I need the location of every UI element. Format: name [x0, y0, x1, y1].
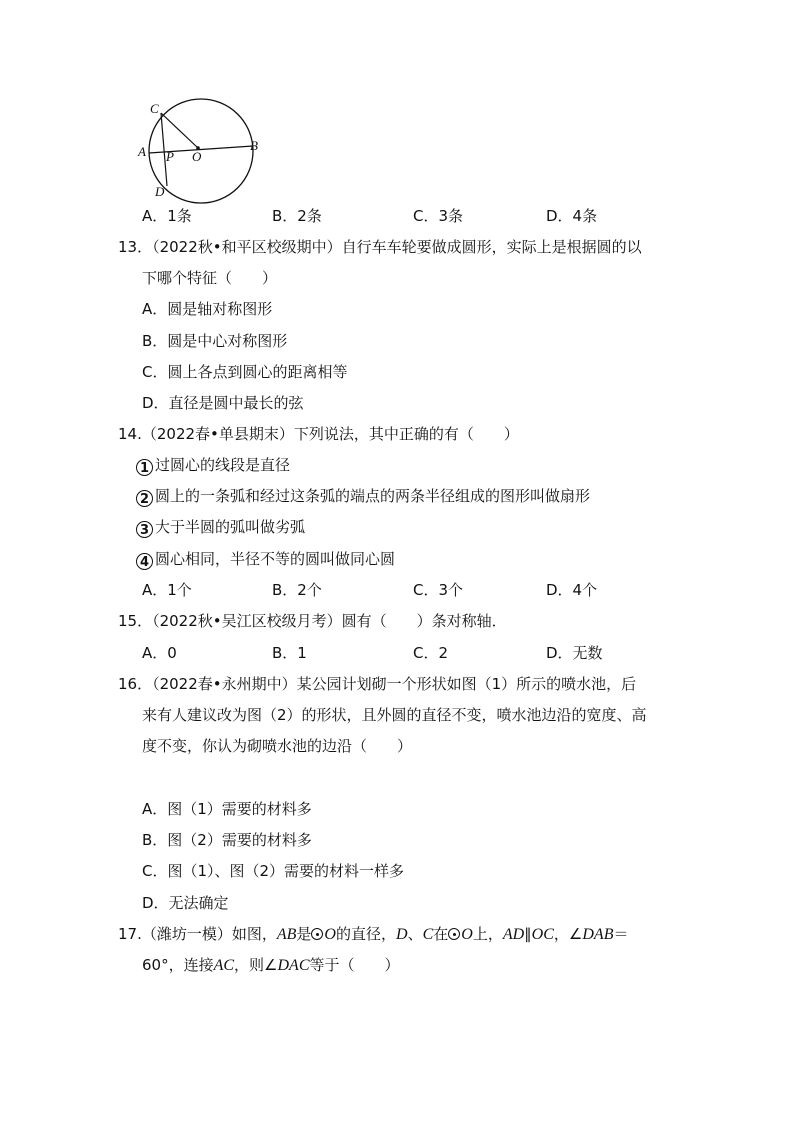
q15-option-d[interactable]: D．无数 [546, 644, 603, 662]
q17-var-AC: AC [213, 957, 235, 974]
q14-option-b[interactable]: B．2个 [272, 581, 322, 599]
q17-var-DAC: DAC [277, 957, 310, 974]
q13-option-d[interactable]: D．直径是圆中最长的弦 [142, 394, 304, 412]
q14-statement-1 [136, 455, 290, 476]
q14-statement-3-text: 大于半圆的弧叫做劣弧 [155, 518, 306, 536]
q17-text-5: ，∠ [553, 925, 583, 943]
circle-dot-icon [311, 928, 323, 940]
q15-option-b[interactable]: B．1 [272, 644, 307, 662]
q17-var-AD: AD [502, 926, 525, 943]
q17-var-DAB: DAB [582, 926, 614, 943]
q14-option-a[interactable]: A．1个 [142, 581, 192, 599]
q17-text-4: 上， [472, 925, 503, 943]
q16-stem-line1: 16．（2022春•永州期中）某公园计划砌一个形状如图（1）所示的喷水池，后 [118, 675, 637, 693]
circle-diagram [134, 96, 269, 206]
q17-sep: 、 [407, 925, 423, 943]
q12-option-b[interactable]: B．2条 [272, 207, 322, 225]
q12-option-a[interactable]: A．1条 [142, 207, 192, 225]
q16-option-a[interactable]: A．图（1）需要的材料多 [142, 800, 312, 818]
q15-stem: 15．（2022秋•吴江区校级月考）圆有（ ）条对称轴． [118, 612, 507, 630]
q17-var-O1: O [324, 926, 336, 943]
q14-statement-4-text: 圆心相同，半径不等的圆叫做同心圆 [155, 550, 396, 568]
label-A: A [138, 144, 146, 159]
q14-statement-2-text: 圆上的一条弧和经过这条弧的端点的两条半径组成的图形叫做扇形 [155, 487, 591, 505]
q16-option-c[interactable]: C．图（1）、图（2）需要的材料一样多 [142, 862, 405, 880]
label-C: C [150, 101, 159, 116]
q17-text-6: ＝ [613, 925, 629, 943]
q17-text-2: 的直径， [335, 925, 396, 943]
label-B: B [250, 138, 258, 153]
q14-stem: 14.（2022春•单县期末）下列说法，其中正确的有（ ） [118, 425, 519, 443]
q17-var-O2: O [461, 926, 473, 943]
q17-var-OC: OC [531, 926, 554, 943]
q12-option-c[interactable]: C．3条 [413, 207, 464, 225]
circled-number-1: 1 [136, 459, 153, 476]
q12-option-d[interactable]: D．4条 [546, 207, 598, 225]
q16-option-d[interactable]: D．无法确定 [142, 894, 229, 912]
q17-line2c: 等于（ ） [309, 956, 400, 974]
q17-line2b: ，则∠ [234, 956, 278, 974]
label-D: D [155, 184, 165, 199]
circle-figure [134, 96, 269, 206]
q16-option-b[interactable]: B．图（2）需要的材料多 [142, 831, 312, 849]
q16-stem-line2: 来有人建议改为图（2）的形状，且外圆的直径不变，喷水池边沿的宽度、高 [142, 706, 647, 724]
q17-stem-line2 [142, 955, 400, 976]
q14-option-d[interactable]: D．4个 [546, 581, 598, 599]
q15-option-c[interactable]: C．2 [413, 644, 449, 662]
label-P: P [166, 149, 174, 164]
q15-option-a[interactable]: A．0 [142, 644, 177, 662]
q14-statement-1-text: 过圆心的线段是直径 [155, 456, 291, 474]
q14-statement-3 [136, 517, 305, 538]
circled-number-4: 4 [136, 553, 153, 570]
radius-OC [161, 113, 198, 148]
circle-dot-icon [448, 928, 460, 940]
q17-text-3: 在 [433, 925, 449, 943]
q17-var-C: C [422, 926, 434, 943]
q17-line2a: 60°，连接 [142, 956, 214, 974]
circled-number-2: 2 [136, 490, 153, 507]
q17-var-AB: AB [276, 926, 297, 943]
circled-number-3: 3 [136, 521, 153, 538]
q17-text-1: 是 [296, 925, 312, 943]
q17-parallel: ∥ [524, 925, 532, 943]
q13-option-a[interactable]: A．圆是轴对称图形 [142, 300, 273, 318]
q16-stem-line3: 度不变，你认为砌喷水池的边沿（ ） [142, 737, 413, 755]
q14-statement-4 [136, 549, 395, 570]
q14-option-c[interactable]: C．3个 [413, 581, 464, 599]
label-O: O [192, 149, 202, 164]
q14-statement-2 [136, 486, 590, 507]
q13-stem-line2: 下哪个特征（ ） [142, 269, 278, 287]
q13-stem-line1: 13．（2022秋•和平区校级期中）自行车车轮要做成圆形，实际上是根据圆的以 [118, 238, 642, 256]
q13-option-c[interactable]: C．圆上各点到圆心的距离相等 [142, 363, 348, 381]
q13-option-b[interactable]: B．圆是中心对称图形 [142, 332, 288, 350]
q17-stem-line1 [118, 924, 628, 945]
q17-var-D: D [396, 926, 408, 943]
q17-prefix: 17.（潍坊一模）如图， [118, 925, 277, 943]
